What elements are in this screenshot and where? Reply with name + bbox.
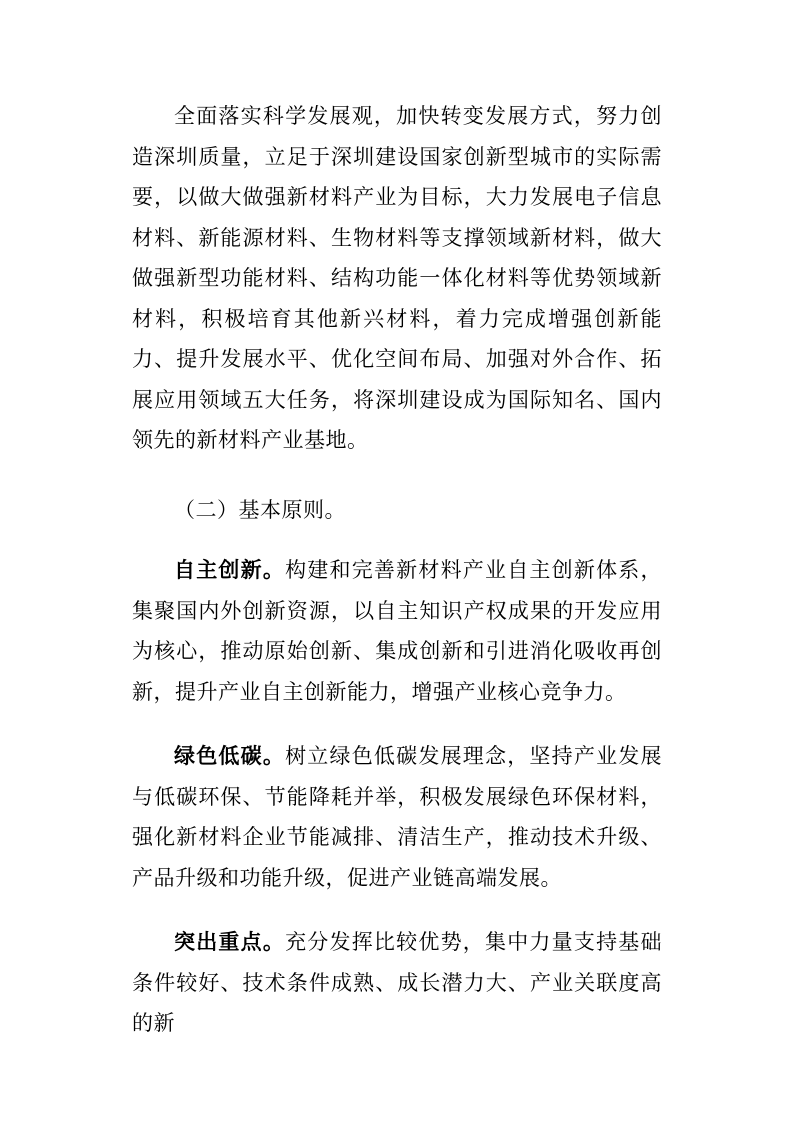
section-heading: （二）基本原则。 — [174, 498, 346, 522]
principle-text: 树立绿色低碳发展理念，坚持产业发展与低碳环保、节能降耗并举，积极发展绿色环保材料，强化新材料企业节能减排、清洁生产，推动技术升级、产品升级和功能升级，促进产业链高端发展。 — [132, 744, 663, 890]
principle-lead: 突出重点。 — [174, 929, 286, 954]
principle-lead: 绿色低碳。 — [174, 743, 286, 768]
principle-text: 充分发挥比较优势，集中力量支持基础条件较好、技术条件成熟、成长潜力大、产业关联度高的新 — [132, 930, 663, 1035]
intro-paragraph: 全面落实科学发展观，加快转变发展方式，努力创造深圳质量，立足于深圳建设国家创新型城市的实际需要，以做大做强新材料产业为目标，大力发展电子信息材料、新能源材料、生物材料等支撑领域新材料，做大做强新型功能材料、结构功能一体化材料等优势领域新材料，积极培育其他新兴材料，着力完成增强创新能力、提升发展水平、优化空间布局、加强对外合作、拓展应用领域五大任务，将深圳建设成为国际知名、国内领先的新材料产业基地。 — [132, 104, 662, 452]
principle-paragraph-focus — [132, 922, 662, 1044]
principle-paragraph-green — [132, 736, 662, 898]
principle-text: 构建和完善新材料产业自主创新体系，集聚国内外创新资源，以自主知识产权成果的开发应用为核心，推动原始创新、集成创新和引进消化吸收再创新，提升产业自主创新能力，增强产业核心竞争力。 — [132, 558, 663, 704]
principle-lead: 自主创新。 — [174, 557, 286, 582]
principle-paragraph-innovation — [132, 550, 662, 712]
